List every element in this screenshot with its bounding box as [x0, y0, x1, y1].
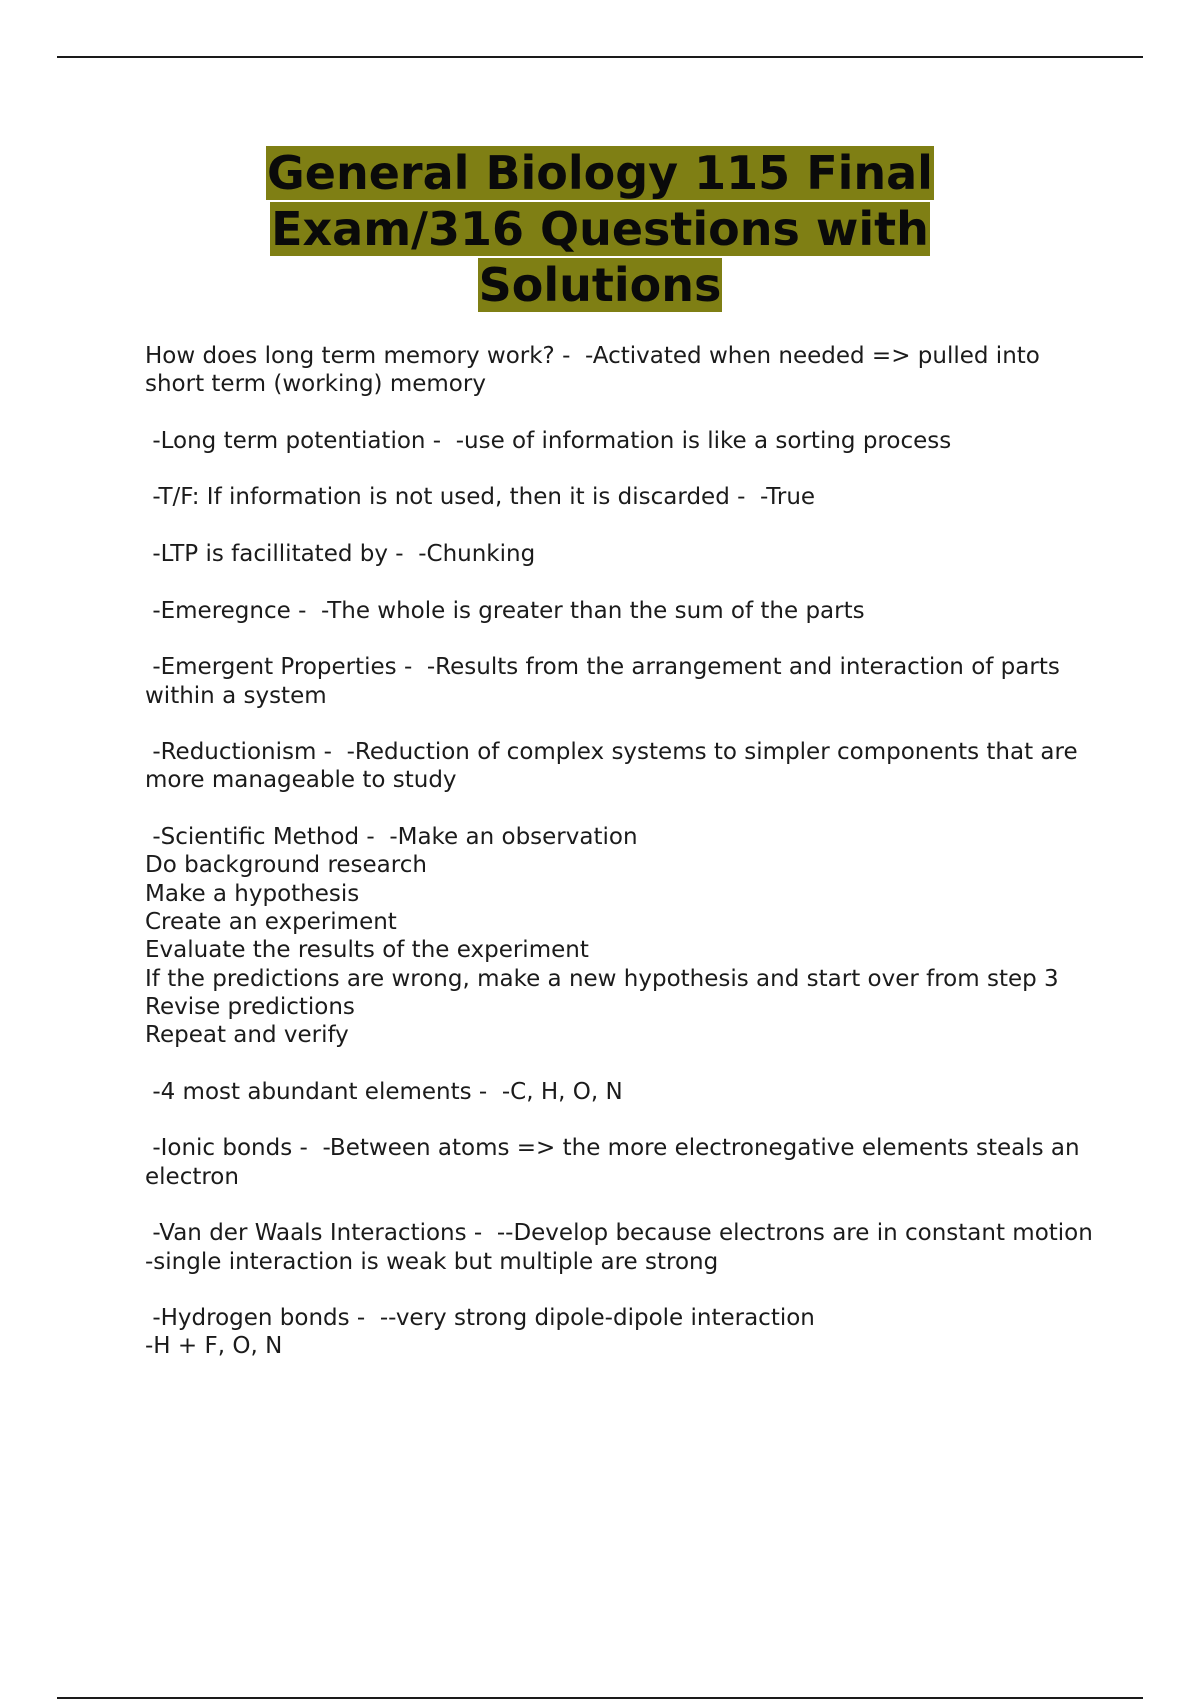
- qa-line: -Van der Waals Interactions - --Develop because electrons are in constant motion: [145, 1220, 1093, 1247]
- qa-entry: [145, 1134, 1105, 1191]
- qa-entry: [145, 483, 1105, 511]
- qa-entry: [145, 597, 1105, 625]
- qa-line: -single interaction is weak but multiple are strong: [145, 1248, 719, 1275]
- qa-line: How does long term memory work? - -Activated when needed => pulled into short term (working) memory: [145, 343, 1048, 398]
- qa-line: Repeat and verify: [145, 1022, 349, 1049]
- qa-entry: [145, 1304, 1105, 1361]
- qa-line: -T/F: If information is not used, then it is discarded - -True: [145, 484, 816, 511]
- header-rule: [57, 56, 1143, 58]
- qa-line: -LTP is facillitated by - -Chunking: [145, 541, 536, 568]
- qa-line: Revise predictions: [145, 993, 355, 1020]
- qa-entry: [145, 427, 1105, 455]
- qa-line: If the predictions are wrong, make a new hypothesis and start over from step 3: [145, 965, 1059, 992]
- qa-line: -Long term potentiation - -use of information is like a sorting process: [145, 427, 952, 454]
- qa-entry: [145, 342, 1105, 399]
- qa-line: Do background research: [145, 852, 427, 879]
- qa-entry: [145, 653, 1105, 710]
- document-title: General Biology 115 Final Exam/316 Questions with Solutions: [267, 146, 933, 312]
- qa-entry: [145, 823, 1105, 1049]
- qa-line: Evaluate the results of the experiment: [145, 937, 589, 964]
- qa-entry: [145, 1078, 1105, 1106]
- qa-line: -Emergent Properties - -Results from the arrangement and interaction of parts within a system: [145, 654, 1068, 709]
- qa-line: -H + F, O, N: [145, 1333, 283, 1360]
- qa-entry: [145, 1219, 1105, 1276]
- qa-line: -Hydrogen bonds - --very strong dipole-dipole interaction: [145, 1305, 815, 1332]
- title-block: [0, 145, 1200, 313]
- qa-line: -Reductionism - -Reduction of complex systems to simpler components that are more manageable to study: [145, 739, 1085, 794]
- qa-line: Create an experiment: [145, 908, 397, 935]
- qa-entry: [145, 540, 1105, 568]
- footer-rule: [57, 1697, 1143, 1699]
- qa-list: [145, 342, 1105, 1389]
- qa-line: -Ionic bonds - -Between atoms => the more electronegative elements steals an electron: [145, 1135, 1087, 1190]
- qa-line: -4 most abundant elements - -C, H, O, N: [145, 1078, 623, 1105]
- qa-line: Make a hypothesis: [145, 880, 360, 907]
- qa-entry: [145, 738, 1105, 795]
- qa-line: -Emeregnce - -The whole is greater than the sum of the parts: [145, 597, 865, 624]
- qa-line: -Scientific Method - -Make an observation: [145, 824, 638, 851]
